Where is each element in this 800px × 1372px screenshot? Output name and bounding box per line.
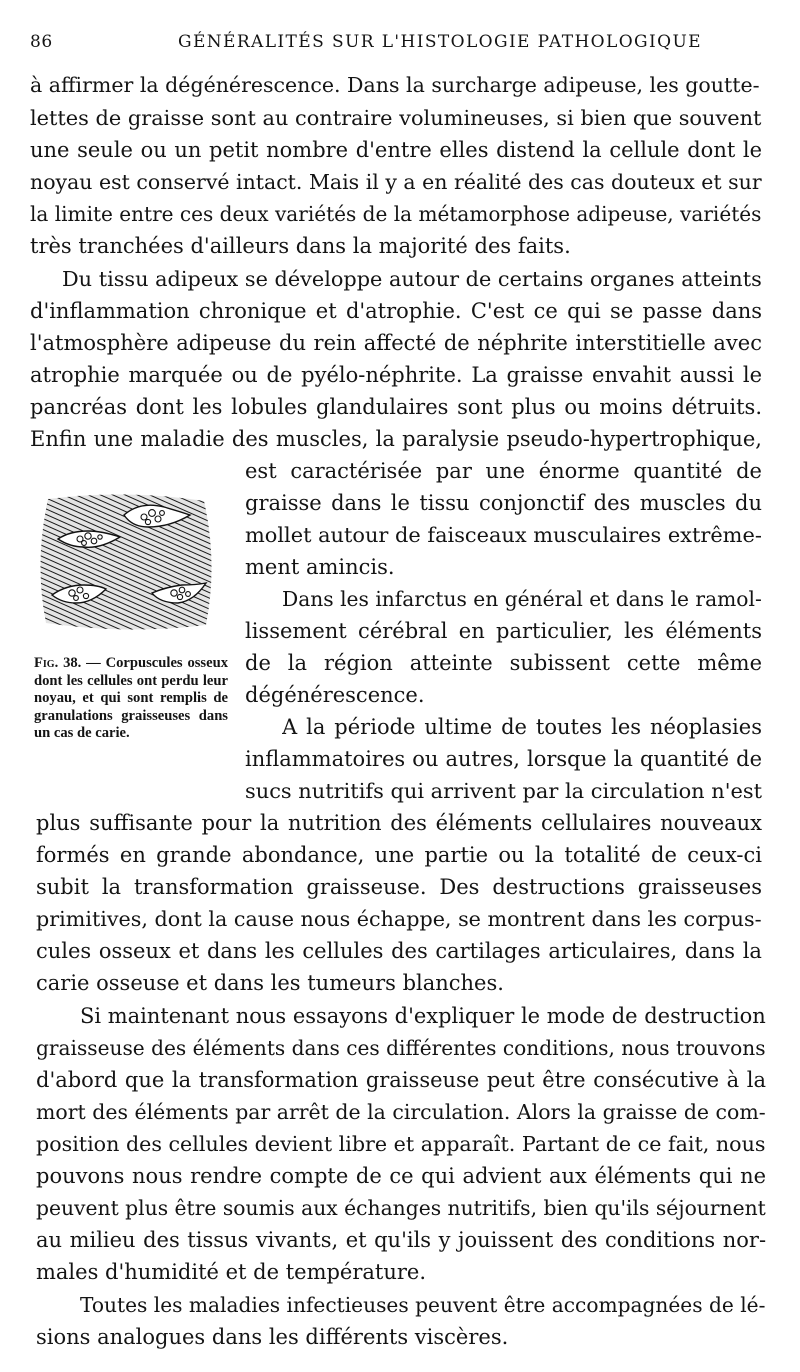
text-line: mollet autour de faisceaux musculaires extrême- xyxy=(245,523,762,547)
text-line: sions analogues dans les différents viscères. xyxy=(36,1325,509,1349)
figure-caption xyxy=(34,655,228,743)
text-line: Du tissu adipeux se développe autour de certains organes atteints xyxy=(62,267,762,291)
running-title: GÉNÉRALITÉS SUR L'HISTOLOGIE PATHOLOGIQUE xyxy=(177,32,702,52)
page-header xyxy=(30,32,770,60)
text-line: sucs nutritifs qui arrivent par la circulation n'est xyxy=(245,779,762,803)
text-line: dégénérescence. xyxy=(245,683,425,707)
text-line: graisse dans le tissu conjonctif des muscles du xyxy=(245,491,762,515)
text-line: Toutes les maladies infectieuses peuvent être accompagnées de lé- xyxy=(80,1293,766,1317)
text-line: pancréas dont les lobules glandulaires sont plus ou moins détruits. xyxy=(30,395,762,419)
text-line: d'abord que la transformation graisseuse peut être consécutive à la xyxy=(36,1068,766,1092)
text-line: une seule ou un petit nombre d'entre elles distend la cellule dont le xyxy=(30,138,762,162)
text-line: d'inflammation chronique et d'atrophie. C'est ce qui se passe dans xyxy=(30,299,762,323)
text-line: au milieu des tissus vivants, et qu'ils y jouissent des conditions nor- xyxy=(36,1228,766,1252)
figure-caption-text: — Corpuscules osseux dont les cellules ont perdu leur noyau, et qui sont remplis de granulations graisseuses dans un cas de carie. xyxy=(34,655,228,741)
figure-38 xyxy=(36,493,216,633)
text-line: ment amincis. xyxy=(245,555,395,579)
text-line: mort des éléments par arrêt de la circulation. Alors la graisse de com- xyxy=(36,1100,766,1124)
text-line: noyau est conservé intact. Mais il y a en réalité des cas douteux et sur xyxy=(30,170,762,194)
text-line: Dans les infarctus en général et dans le ramol- xyxy=(282,587,762,611)
text-line: inflammatoires ou autres, lorsque la quantité de xyxy=(245,747,762,771)
text-line: pouvons nous rendre compte de ce qui advient aux éléments qui ne xyxy=(36,1164,766,1188)
text-line: lettes de graisse sont au contraire volumineuses, si bien que souvent xyxy=(30,106,762,130)
text-line: atrophie marquée ou de pyélo-néphrite. La graisse envahit aussi le xyxy=(30,363,762,387)
text-line: à affirmer la dégénérescence. Dans la surcharge adipeuse, les goutte- xyxy=(30,73,760,97)
text-line: de la région atteinte subissent cette même xyxy=(245,651,762,675)
text-line: peuvent plus être soumis aux échanges nutritifs, bien qu'ils séjournent xyxy=(36,1196,766,1220)
text-line: position des cellules devient libre et apparaît. Partant de ce fait, nous xyxy=(36,1132,766,1156)
text-line: males d'humidité et de température. xyxy=(36,1260,427,1284)
text-line: très tranchées d'ailleurs dans la majorité des faits. xyxy=(30,234,571,258)
text-line: carie osseuse et dans les tumeurs blanches. xyxy=(36,971,504,995)
figure-label: Fig. 38. xyxy=(34,655,82,671)
text-line: subit la transformation graisseuse. Des destructions graisseuses xyxy=(36,875,762,899)
text-line: est caractérisée par une énorme quantité de xyxy=(245,459,762,483)
text-line: la limite entre ces deux variétés de la métamorphose adipeuse, variétés xyxy=(30,202,762,226)
text-line: formés en grande abondance, une partie ou la totalité de ceux-ci xyxy=(36,843,762,867)
text-line: l'atmosphère adipeuse du rein affecté de néphrite interstitielle avec xyxy=(30,331,762,355)
text-line: plus suffisante pour la nutrition des éléments cellulaires nouveaux xyxy=(36,811,762,835)
text-line: cules osseux et dans les cellules des cartilages articulaires, dans la xyxy=(36,939,762,963)
page-number: 86 xyxy=(30,32,53,52)
text-line: Enfin une maladie des muscles, la paralysie pseudo-hypertrophique, xyxy=(30,427,762,451)
text-line: graisseuse des éléments dans ces différentes conditions, nous trouvons xyxy=(36,1036,766,1060)
text-line: Si maintenant nous essayons d'expliquer le mode de destruction xyxy=(80,1004,766,1028)
bone-corpuscles-illustration xyxy=(36,493,216,633)
text-line: lissement cérébral en particulier, les éléments xyxy=(245,619,762,643)
text-line: primitives, dont la cause nous échappe, se montrent dans les corpus- xyxy=(36,907,762,931)
text-line: A la période ultime de toutes les néoplasies xyxy=(282,715,762,739)
